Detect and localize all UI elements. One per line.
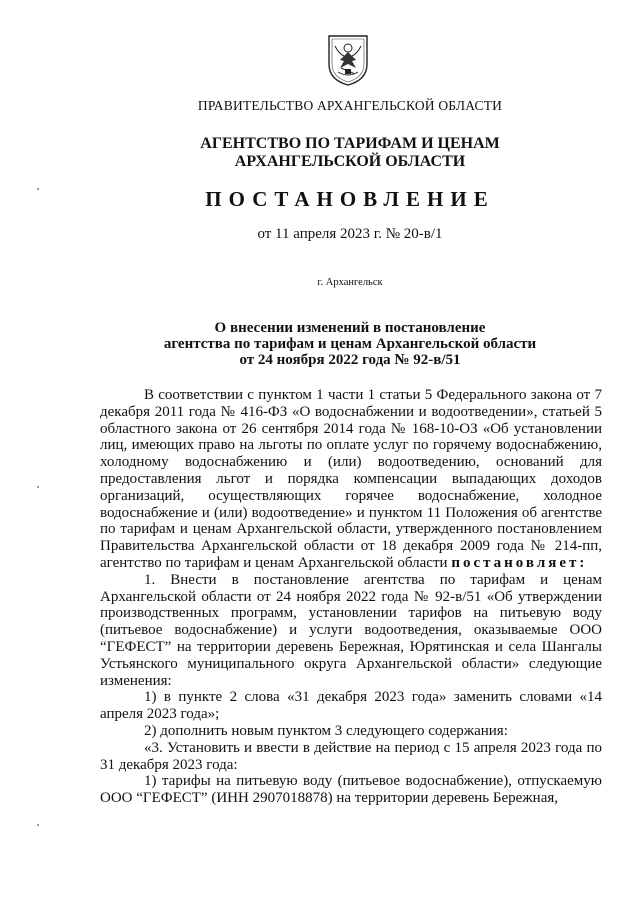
subject-line1: О внесении изменений в постановление: [214, 320, 486, 336]
document-body: [100, 387, 602, 807]
document-date-number: от 11 апреля 2023 г. № 20-в/1: [257, 226, 443, 242]
document-subject: [0, 320, 640, 368]
subject-line3: от 24 ноября 2022 года № 92-в/51: [239, 352, 461, 368]
item-1-paragraph: 1. Внести в постановление агентства по тарифам и ценам Архангельской области от 24 ноября 2022 года № 92-в/51 «Об утверждении производственных программ, установлении тарифов на питьевую воду (питьевое водоснабжение) и услуги водоотведения, оказываемые ООО “ГЕФЕСТ” на территории деревень Бережная, Юрятинская и села Шангалы Устьянского муниципального округа Архангельской области» следующие изменения:: [100, 571, 602, 689]
agency-name: [0, 135, 640, 171]
scan-mark: [37, 824, 39, 826]
coat-of-arms-emblem: [326, 34, 370, 86]
new-item-3-paragraph: «3. Установить и ввести в действие на период с 15 апреля 2023 года по 31 декабря 2023 года:: [100, 739, 602, 773]
preamble-text: В соответствии с пунктом 1 части 1 статьи 5 Федерального закона от 7 декабря 2011 года № 416-ФЗ «О водоснабжении и водоотведении», статьей 5 областного закона от 26 сентября 2014 года № 168-10-ОЗ «Об установлении лиц, имеющих право на льготы по оплате услуг по горячему водоснабжению, холодному водоснабжению и (или) водоотведению, оснований для предоставления льгот и порядка компенсации выпадающих доходов организаций, осуществляющих горячее водоснабжение, холодное водоснабжение и (или) водоотведение» и пунктом 11 Положения об агентстве по тарифам и ценам Архангельской области, утвержденного постановлением Правительства Архангельской области от 18 декабря 2009 года № 214-пп, агентство по тарифам и ценам Архангельской области: [100, 387, 602, 571]
preamble-paragraph: [100, 387, 602, 572]
agency-name-line2: АРХАНГЕЛЬСКОЙ ОБЛАСТИ: [234, 153, 466, 170]
agency-name-line1: АГЕНТСТВО ПО ТАРИФАМ И ЦЕНАМ: [200, 135, 500, 152]
government-name: ПРАВИТЕЛЬСТВО АРХАНГЕЛЬСКОЙ ОБЛАСТИ: [197, 98, 503, 113]
subject-line2: агентства по тарифам и ценам Архангельской области: [163, 336, 537, 352]
sub-item-2-paragraph: 2) дополнить новым пунктом 3 следующего содержания:: [144, 722, 508, 739]
sub-item-1-paragraph: 1) в пункте 2 слова «31 декабря 2023 года» заменить словами «14 апреля 2023 года»;: [100, 689, 602, 723]
scan-mark: [37, 486, 39, 488]
scan-mark: [37, 188, 39, 190]
document-city: г. Архангельск: [317, 277, 383, 288]
document-type-title: ПОСТАНОВЛЕНИЕ: [205, 187, 495, 211]
new-item-3-sub-1-paragraph: 1) тарифы на питьевую воду (питьевое водоснабжение), отпускаемую ООО “ГЕФЕСТ” (ИНН 2907018878) на территории деревень Бережная,: [100, 773, 602, 807]
decree-word: постановляет:: [451, 554, 588, 571]
